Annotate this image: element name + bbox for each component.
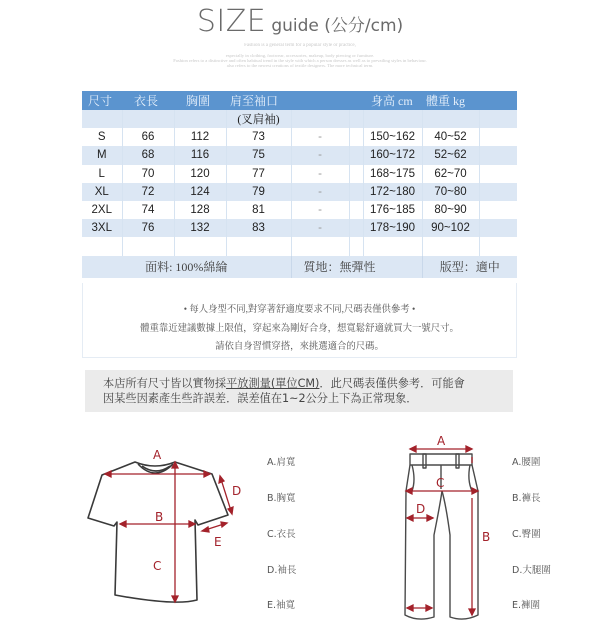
page-title — [0, 4, 600, 39]
header-empty-1 — [291, 91, 349, 110]
size-notes — [82, 283, 517, 358]
subheader-raglan: (叉肩袖) — [226, 110, 291, 128]
fine-print-4: also refers to the newest creations of textile designers. The more technical term. — [226, 63, 374, 68]
marker-c: C — [153, 559, 162, 573]
cell-sleeve: 83 — [226, 219, 291, 237]
cell-size: XL — [82, 183, 122, 201]
cell-weight: 40~52 — [422, 128, 479, 146]
cell-dash: - — [291, 183, 349, 201]
table-subheader-row — [82, 110, 517, 128]
header-shoulder-sleeve: 肩至袖口 — [226, 91, 291, 110]
cell-size: S — [82, 128, 122, 146]
cell-weight: 90~102 — [422, 219, 479, 237]
cell-dash: - — [291, 128, 349, 146]
table-row — [82, 183, 517, 201]
note-line-2: 體重靠近建議數據上限值，穿起來為剛好合身，想寬鬆舒適就買大一號尺寸。 — [140, 324, 459, 334]
header-size: 尺寸 — [82, 91, 122, 110]
cell-height: 160~172 — [363, 146, 422, 164]
note-line-1: • 每人身型不同,對穿著舒適度要求不同,尺碼表僅供參考 • — [183, 305, 416, 315]
notice-line-2: 因某些因素產生些許誤差．誤差值在1~2公分上下為正常現象． — [103, 392, 418, 405]
shirt-legend-c: C.衣長 — [267, 529, 296, 540]
pants-diagram-icon — [390, 425, 510, 630]
table-row — [82, 219, 517, 237]
header-length: 衣長 — [122, 91, 174, 110]
size-table — [82, 91, 517, 278]
table-row — [82, 201, 517, 219]
fit-info: 版型：適中 — [422, 256, 517, 278]
marker-a: A — [437, 434, 446, 448]
texture-info: 質地：無彈性 — [291, 256, 422, 278]
cell-chest: 124 — [174, 183, 226, 201]
cell-weight: 52~62 — [422, 146, 479, 164]
notice-line-1: 本店所有尺寸皆以實物採平放測量(單位CM)．此尺碼表僅供參考．可能會 — [103, 377, 465, 390]
marker-a: A — [153, 448, 162, 462]
shirt-legend-a: A.肩寬 — [267, 457, 296, 468]
cell-sleeve: 75 — [226, 146, 291, 164]
cell-length: 68 — [122, 146, 174, 164]
cell-sleeve: 77 — [226, 165, 291, 183]
cell-length: 66 — [122, 128, 174, 146]
cell-length: 74 — [122, 201, 174, 219]
header-chest: 胸圍 — [174, 91, 226, 110]
cell-chest: 116 — [174, 146, 226, 164]
cell-weight: 80~90 — [422, 201, 479, 219]
cell-dash: - — [291, 201, 349, 219]
fine-print-3: Fashion refers to a distinctive and often habitual trend in the style with which a person dresses as well as to prevailing styles in behaviour. — [173, 58, 427, 63]
tshirt-diagram-icon — [80, 430, 260, 630]
cell-height: 178~190 — [363, 219, 422, 237]
cell-length: 76 — [122, 219, 174, 237]
cell-size: 2XL — [82, 201, 122, 219]
marker-b: B — [155, 510, 164, 524]
shirt-legend-e: E.袖寬 — [267, 600, 296, 611]
table-footer-row — [82, 256, 517, 278]
cell-weight: 62~70 — [422, 165, 479, 183]
fabric-info: 面料: 100%綿綸 — [82, 256, 291, 278]
fine-print-2: especially in clothing, footwear, accessories, makeup, body piercing or furniture. — [225, 53, 375, 58]
cell-dash: - — [291, 146, 349, 164]
title-size: SIZE — [196, 4, 267, 39]
cell-size: M — [82, 146, 122, 164]
table-empty-row — [82, 237, 517, 255]
pants-legend-d: D.大腿圍 — [512, 565, 551, 576]
header-weight: 體重 kg — [422, 91, 479, 110]
table-row — [82, 146, 517, 164]
marker-e: E — [214, 535, 222, 549]
cell-chest: 120 — [174, 165, 226, 183]
header-empty-2 — [349, 91, 363, 110]
cell-height: 168~175 — [363, 165, 422, 183]
cell-sleeve: 79 — [226, 183, 291, 201]
title-guide: guide (公分/cm) — [271, 16, 404, 36]
cell-chest: 112 — [174, 128, 226, 146]
pants-legend-a: A.腰圍 — [512, 457, 541, 468]
cell-dash: - — [291, 219, 349, 237]
note-line-3: 請依自身習慣穿搭，來挑選適合的尺碼。 — [215, 342, 384, 352]
header-empty-3 — [479, 91, 517, 110]
cell-height: 176~185 — [363, 201, 422, 219]
cell-sleeve: 81 — [226, 201, 291, 219]
measurement-notice — [85, 370, 513, 412]
cell-size: L — [82, 165, 122, 183]
shirt-legend-d: D.袖長 — [267, 565, 297, 576]
marker-b: B — [482, 530, 491, 544]
fine-print-1: Fashion is a general term for a popular style or practice, — [244, 43, 356, 48]
notice-underlined: 平放測量(單位CM) — [226, 377, 320, 390]
cell-dash: - — [291, 165, 349, 183]
cell-chest: 132 — [174, 219, 226, 237]
marker-d: D — [416, 502, 426, 516]
header-height: 身高 cm — [363, 91, 422, 110]
pants-legend-c: C.臀圍 — [512, 529, 541, 540]
table-header-row — [82, 91, 517, 110]
cell-sleeve: 73 — [226, 128, 291, 146]
cell-length: 70 — [122, 165, 174, 183]
marker-d: D — [232, 484, 242, 498]
cell-chest: 128 — [174, 201, 226, 219]
cell-height: 172~180 — [363, 183, 422, 201]
table-row — [82, 165, 517, 183]
pants-legend-b: B.褲長 — [512, 493, 541, 504]
cell-weight: 70~80 — [422, 183, 479, 201]
cell-height: 150~162 — [363, 128, 422, 146]
cell-length: 72 — [122, 183, 174, 201]
marker-c: C — [436, 476, 445, 490]
shirt-legend-b: B.胸寬 — [267, 493, 296, 504]
pants-legend-e: E.褲圍 — [512, 600, 541, 611]
table-row — [82, 128, 517, 146]
cell-size: 3XL — [82, 219, 122, 237]
